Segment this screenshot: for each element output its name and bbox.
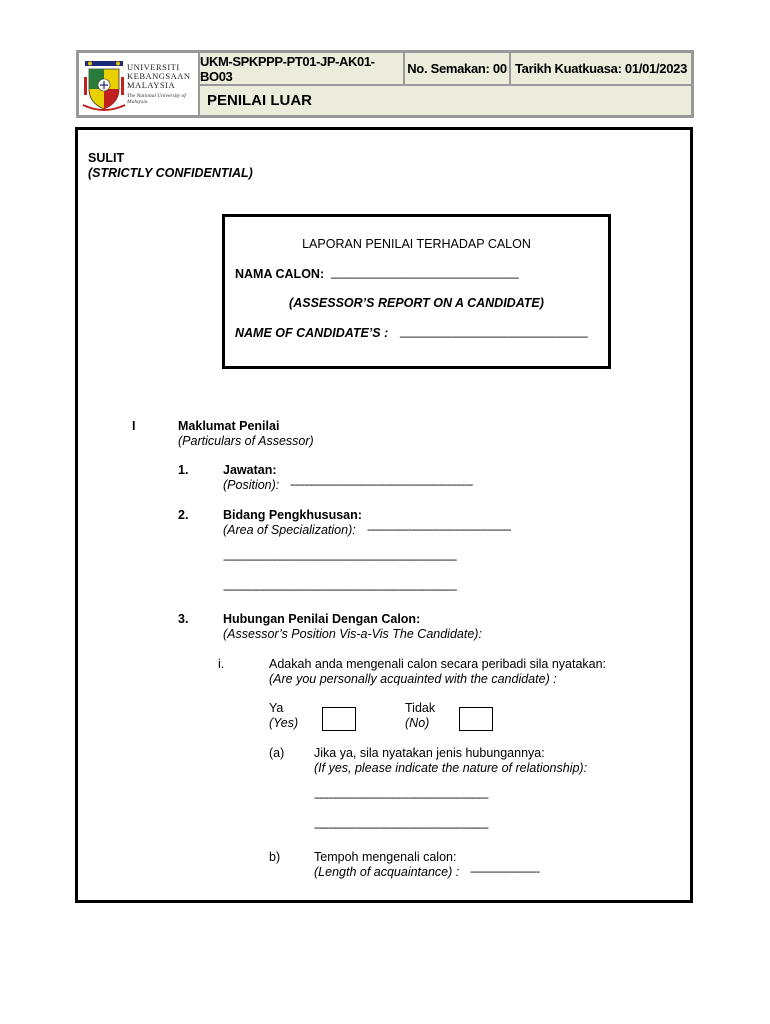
specialization-field[interactable]: ----------------------------------------------------	[367, 524, 511, 536]
candidate-name-label: NAMA CALON:	[235, 267, 325, 281]
document-header	[76, 50, 694, 118]
logo-name-line-2: KEBANGSAAN	[127, 71, 191, 81]
candidate-name-field[interactable]: ___________________________	[331, 265, 519, 279]
candidate-name-field-en[interactable]: ___________________________	[400, 324, 588, 338]
specialization-label: Bidang Pengkhususan:	[223, 508, 362, 522]
form-title: PENILAI LUAR	[207, 92, 312, 109]
relationship-label-en: (Assessor’s Position Vis-a-Vis The Candidate):	[223, 627, 482, 641]
position-label: Jawatan:	[223, 463, 277, 477]
specialization-field-line[interactable]: --------------------------------------------------------------------------------------	[223, 554, 457, 566]
acquaintance-length-label-en: (Length of acquaintance) :	[314, 865, 460, 879]
no-checkbox[interactable]	[459, 707, 493, 731]
confidential-label-en: (STRICTLY CONFIDENTIAL)	[88, 166, 253, 180]
item-number: 3.	[178, 612, 189, 626]
specialization-field-line[interactable]: --------------------------------------------------------------------------------------	[223, 584, 457, 596]
logo-cell	[78, 52, 199, 116]
no-label-en: (No)	[405, 716, 430, 730]
acquainted-question: Adakah anda mengenali calon secara peribadi sila nyatakan:	[269, 657, 607, 671]
doc-code-cell	[199, 52, 404, 85]
item-number: 2.	[178, 508, 189, 522]
relationship-label: Hubungan Penilai Dengan Calon:	[223, 612, 421, 626]
position-field[interactable]: ------------------------------------------------------------------	[290, 479, 473, 491]
revision-number: No. Semakan: 00	[407, 61, 507, 76]
relationship-nature-label: Jika ya, sila nyatakan jenis hubungannya:	[314, 746, 545, 760]
effective-date-cell	[510, 52, 692, 85]
sub-item-number: b)	[269, 850, 281, 864]
report-title-en: (ASSESSOR’S REPORT ON A CANDIDATE)	[289, 296, 544, 310]
specialization-label-en: (Area of Specialization):	[223, 523, 356, 537]
form-title-cell	[199, 85, 692, 116]
sub-item-number: i.	[218, 657, 225, 671]
no-label: Tidak	[405, 701, 436, 715]
position-label-en: (Position):	[223, 478, 280, 492]
acquainted-question-en: (Are you personally acquainted with the candidate) :	[269, 672, 557, 686]
yes-checkbox[interactable]	[322, 707, 356, 731]
revision-cell	[404, 52, 510, 85]
relationship-nature-field[interactable]: ---------------------------------------------------------------	[314, 792, 489, 804]
doc-code: UKM-SPKPPP-PT01-JP-AK01-BO03	[200, 53, 375, 84]
acquaintance-length-field[interactable]: -------------------------	[470, 866, 540, 878]
confidential-label: SULIT	[88, 151, 125, 165]
effective-date: Tarikh Kuatkuasa: 01/01/2023	[514, 61, 687, 76]
logo-tagline: The National University of Malaysia	[127, 93, 186, 105]
yes-label: Ya	[269, 701, 284, 715]
logo-name-line-3: MALAYSIA	[127, 80, 176, 90]
candidate-name-label-en: NAME OF CANDIDATE’S :	[235, 326, 389, 340]
item-number: 1.	[178, 463, 189, 477]
section-numeral: I	[132, 419, 136, 433]
sub-item-number: (a)	[269, 746, 285, 760]
relationship-nature-label-en: (If yes, please indicate the nature of relationship):	[314, 761, 588, 775]
relationship-nature-field[interactable]: ---------------------------------------------------------------	[314, 822, 489, 834]
yes-label-en: (Yes)	[269, 716, 299, 730]
report-title: LAPORAN PENILAI TERHADAP CALON	[302, 237, 531, 251]
section-title: Maklumat Penilai	[178, 419, 280, 433]
logo-name-line-1: UNIVERSITI	[127, 62, 180, 72]
section-title-en: (Particulars of Assessor)	[178, 434, 314, 448]
acquaintance-length-label: Tempoh mengenali calon:	[314, 850, 457, 864]
